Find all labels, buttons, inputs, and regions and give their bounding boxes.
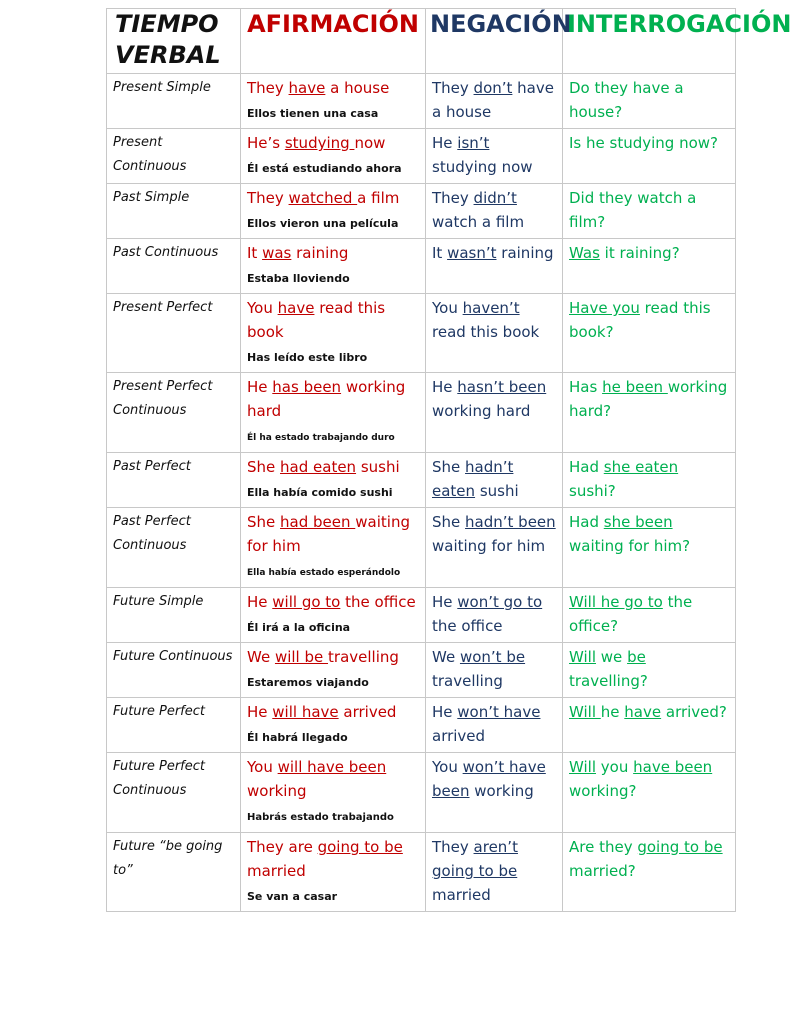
sentence-text: sushi bbox=[475, 482, 519, 500]
sentence-text: read this book bbox=[432, 323, 540, 341]
sentence-text: watch a film bbox=[432, 213, 525, 231]
negative-cell bbox=[426, 643, 563, 698]
underlined-verb: won’t be bbox=[459, 648, 526, 666]
header-interrogative: INTERROGACIÓN bbox=[563, 9, 736, 74]
underlined-verb: won’t have been bbox=[432, 758, 546, 800]
tense-name: Present Continuous bbox=[107, 129, 241, 184]
sentence-text: She bbox=[247, 513, 281, 531]
negative-cell bbox=[426, 373, 563, 453]
spanish-translation: Ella había estado esperándolo bbox=[247, 568, 401, 578]
sentence-text: have a house bbox=[432, 79, 554, 121]
negative-cell bbox=[426, 74, 563, 129]
underlined-verb: hasn’t been bbox=[457, 378, 547, 396]
sentence-text: arrived? bbox=[661, 703, 727, 721]
sentence-text: You bbox=[432, 758, 463, 776]
tense-name: Future Continuous bbox=[107, 643, 241, 698]
interrogative-cell bbox=[563, 698, 736, 753]
sentence-text: He bbox=[247, 378, 273, 396]
underlined-verb: hadn’t eaten bbox=[432, 458, 514, 500]
sentence-text: Had bbox=[569, 458, 604, 476]
sentence-text: the office bbox=[340, 593, 416, 611]
sentence-text: working hard bbox=[432, 402, 531, 420]
sentence-text: She bbox=[432, 513, 466, 531]
table-row bbox=[107, 239, 736, 294]
interrogative-cell bbox=[563, 239, 736, 294]
sentence-text: He bbox=[432, 134, 458, 152]
negative-cell bbox=[426, 753, 563, 833]
underlined-verb: she been bbox=[603, 513, 673, 531]
negative-cell bbox=[426, 184, 563, 239]
sentence-text: Had bbox=[569, 513, 604, 531]
sentence-text: They bbox=[247, 79, 289, 97]
table-row bbox=[107, 643, 736, 698]
sentence-text: travelling? bbox=[569, 672, 648, 690]
sentence-text: sushi bbox=[356, 458, 400, 476]
affirmative-cell bbox=[241, 753, 426, 833]
sentence-text: He’s bbox=[247, 134, 285, 152]
affirmative-cell bbox=[241, 129, 426, 184]
table-body bbox=[107, 74, 736, 912]
underlined-verb: be bbox=[627, 648, 646, 666]
underlined-verb: she eaten bbox=[603, 458, 679, 476]
underlined-verb: won’t go to bbox=[457, 593, 543, 611]
underlined-verb: has been bbox=[272, 378, 342, 396]
spanish-translation: Estaremos viajando bbox=[247, 676, 369, 689]
affirmative-cell bbox=[241, 74, 426, 129]
sentence-text: he bbox=[600, 703, 625, 721]
spanish-translation: Ellos vieron una película bbox=[247, 217, 399, 230]
sentence-text: travelling bbox=[432, 672, 503, 690]
sentence-text: travelling bbox=[328, 648, 399, 666]
negative-cell bbox=[426, 588, 563, 643]
underlined-verb: will be bbox=[274, 648, 329, 666]
sentence-text: Are they bbox=[569, 838, 638, 856]
spanish-translation: Ellos tienen una casa bbox=[247, 107, 379, 120]
sentence-text: He bbox=[432, 703, 458, 721]
sentence-text: married bbox=[247, 862, 306, 880]
table-row bbox=[107, 294, 736, 373]
interrogative-cell bbox=[563, 74, 736, 129]
sentence-text: a film bbox=[357, 189, 400, 207]
underlined-verb: haven’t bbox=[462, 299, 520, 317]
tense-name: Future Perfect bbox=[107, 698, 241, 753]
header-row bbox=[107, 9, 736, 74]
underlined-verb: will have been bbox=[277, 758, 387, 776]
underlined-verb: watched bbox=[288, 189, 358, 207]
sentence-text: hard bbox=[247, 402, 282, 420]
sentence-text: sushi? bbox=[569, 482, 616, 500]
interrogative-cell bbox=[563, 588, 736, 643]
sentence-text: You bbox=[247, 758, 278, 776]
sentence-text: They are bbox=[247, 838, 318, 856]
negative-cell bbox=[426, 453, 563, 508]
tense-name: Future “be going to” bbox=[107, 833, 241, 912]
sentence-text: waiting bbox=[432, 537, 492, 555]
spanish-translation: Él habrá llegado bbox=[247, 731, 348, 744]
interrogative-cell bbox=[563, 129, 736, 184]
underlined-verb: had been bbox=[280, 513, 356, 531]
underlined-verb: Have you bbox=[569, 299, 640, 317]
spanish-translation: Has leído este libro bbox=[247, 351, 368, 364]
sentence-text: She bbox=[432, 458, 466, 476]
tense-name: Present Simple bbox=[107, 74, 241, 129]
underlined-verb: wasn’t bbox=[447, 244, 497, 262]
underlined-verb: going to be bbox=[637, 838, 723, 856]
sentence-text: working bbox=[469, 782, 534, 800]
sentence-text: You bbox=[432, 299, 463, 317]
sentence-text: You bbox=[247, 299, 278, 317]
spanish-translation: Él irá a la oficina bbox=[247, 621, 351, 634]
sentence-text: He bbox=[247, 703, 273, 721]
interrogative-cell bbox=[563, 294, 736, 373]
interrogative-cell bbox=[563, 184, 736, 239]
sentence-text: working? bbox=[569, 782, 637, 800]
verb-tense-table bbox=[106, 8, 791, 912]
table-row bbox=[107, 373, 736, 453]
sentence-text: studying now bbox=[432, 158, 533, 176]
affirmative-cell bbox=[241, 239, 426, 294]
affirmative-cell bbox=[241, 833, 426, 912]
sentence-text: waiting for him bbox=[247, 513, 410, 555]
tense-name: Past Perfect Continuous bbox=[107, 508, 241, 588]
spanish-translation: Habrás estado trabajando bbox=[247, 812, 394, 823]
sentence-text: you bbox=[596, 758, 634, 776]
underlined-verb: aren’t going to be bbox=[432, 838, 518, 880]
underlined-verb: don’t bbox=[473, 79, 513, 97]
table-row bbox=[107, 588, 736, 643]
table-row bbox=[107, 453, 736, 508]
affirmative-cell bbox=[241, 373, 426, 453]
sentence-text: They bbox=[432, 838, 474, 856]
tense-name: Future Simple bbox=[107, 588, 241, 643]
table-row bbox=[107, 753, 736, 833]
affirmative-cell bbox=[241, 294, 426, 373]
sentence-text: They bbox=[432, 79, 474, 97]
spanish-translation: Él ha estado trabajando duro bbox=[247, 433, 395, 443]
underlined-verb: will go to bbox=[272, 593, 341, 611]
negative-cell bbox=[426, 508, 563, 588]
table-row bbox=[107, 508, 736, 588]
sentence-text: Is he studying now? bbox=[569, 134, 718, 152]
sentence-text: Do they have a house? bbox=[569, 79, 684, 121]
tense-name: Past Continuous bbox=[107, 239, 241, 294]
sentence-text: read this book? bbox=[569, 299, 711, 341]
sentence-text: It bbox=[432, 244, 448, 262]
spanish-translation: Estaba lloviendo bbox=[247, 272, 350, 285]
underlined-verb: was bbox=[262, 244, 292, 262]
underlined-verb: didn’t bbox=[473, 189, 517, 207]
sentence-text: it raining? bbox=[599, 244, 680, 262]
sentence-text: read this book bbox=[247, 299, 386, 341]
sentence-text: He bbox=[432, 378, 458, 396]
sentence-text: We bbox=[247, 648, 275, 666]
underlined-verb: going to be bbox=[317, 838, 403, 856]
underlined-verb: studying bbox=[284, 134, 355, 152]
negative-cell bbox=[426, 239, 563, 294]
sentence-text: we bbox=[596, 648, 628, 666]
table-row bbox=[107, 698, 736, 753]
sentence-text: We bbox=[432, 648, 460, 666]
tense-name: Present Perfect bbox=[107, 294, 241, 373]
tense-name: Past Simple bbox=[107, 184, 241, 239]
underlined-verb: have bbox=[624, 703, 662, 721]
sentence-text: married? bbox=[569, 862, 636, 880]
underlined-verb: have bbox=[288, 79, 326, 97]
underlined-verb: won’t have bbox=[457, 703, 541, 721]
sentence-text: the office bbox=[432, 617, 503, 635]
header-tense: TIEMPO VERBAL bbox=[107, 9, 241, 74]
sentence-text: raining bbox=[496, 244, 554, 262]
affirmative-cell bbox=[241, 643, 426, 698]
sentence-text: married bbox=[432, 886, 491, 904]
interrogative-cell bbox=[563, 373, 736, 453]
interrogative-cell bbox=[563, 508, 736, 588]
negative-cell bbox=[426, 129, 563, 184]
underlined-verb: Was bbox=[569, 244, 600, 262]
table-row bbox=[107, 833, 736, 912]
tense-name: Future Perfect Continuous bbox=[107, 753, 241, 833]
affirmative-cell bbox=[241, 588, 426, 643]
table-row bbox=[107, 184, 736, 239]
header-affirmative: AFIRMACIÓN bbox=[241, 9, 426, 74]
spanish-translation: Ella había comido sushi bbox=[247, 486, 393, 499]
sentence-text: Has bbox=[569, 378, 603, 396]
underlined-verb: will have bbox=[272, 703, 339, 721]
affirmative-cell bbox=[241, 698, 426, 753]
sentence-text: waiting for him? bbox=[569, 537, 691, 555]
negative-cell bbox=[426, 294, 563, 373]
sentence-text: They bbox=[247, 189, 289, 207]
sentence-text: He bbox=[247, 593, 273, 611]
tense-name: Present Perfect Continuous bbox=[107, 373, 241, 453]
underlined-verb: Will bbox=[569, 648, 597, 666]
underlined-verb: Will bbox=[569, 703, 601, 721]
negative-cell bbox=[426, 698, 563, 753]
negative-cell bbox=[426, 833, 563, 912]
underlined-verb: have been bbox=[633, 758, 713, 776]
interrogative-cell bbox=[563, 453, 736, 508]
interrogative-cell bbox=[563, 643, 736, 698]
sentence-text: working hard? bbox=[569, 378, 728, 420]
sentence-text: arrived bbox=[432, 727, 486, 745]
sentence-text: Did they watch a film? bbox=[569, 189, 697, 231]
header-negative: NEGACIÓN bbox=[426, 9, 563, 74]
underlined-verb: Will bbox=[569, 758, 597, 776]
sentence-text: It bbox=[247, 244, 263, 262]
tense-name: Past Perfect bbox=[107, 453, 241, 508]
interrogative-cell bbox=[563, 833, 736, 912]
sentence-text: for him bbox=[491, 537, 546, 555]
sentence-text: He bbox=[432, 593, 458, 611]
interrogative-cell bbox=[563, 753, 736, 833]
underlined-verb: have bbox=[277, 299, 315, 317]
table-row bbox=[107, 74, 736, 129]
underlined-verb: Will he go to bbox=[569, 593, 663, 611]
sentence-text: now bbox=[354, 134, 386, 152]
sentence-text: working bbox=[341, 378, 406, 396]
spanish-translation: Él está estudiando ahora bbox=[247, 162, 402, 175]
affirmative-cell bbox=[241, 508, 426, 588]
underlined-verb: he been bbox=[602, 378, 668, 396]
underlined-verb: hadn’t been bbox=[465, 513, 556, 531]
spanish-translation: Se van a casar bbox=[247, 890, 338, 903]
sentence-text: arrived bbox=[338, 703, 397, 721]
sentence-text: a house bbox=[325, 79, 390, 97]
sentence-text: the office? bbox=[569, 593, 693, 635]
sentence-text: working bbox=[247, 782, 307, 800]
table-row bbox=[107, 129, 736, 184]
sentence-text: She bbox=[247, 458, 281, 476]
affirmative-cell bbox=[241, 184, 426, 239]
underlined-verb: isn’t bbox=[457, 134, 490, 152]
affirmative-cell bbox=[241, 453, 426, 508]
sentence-text: raining bbox=[291, 244, 349, 262]
underlined-verb: had eaten bbox=[280, 458, 357, 476]
sentence-text: They bbox=[432, 189, 474, 207]
